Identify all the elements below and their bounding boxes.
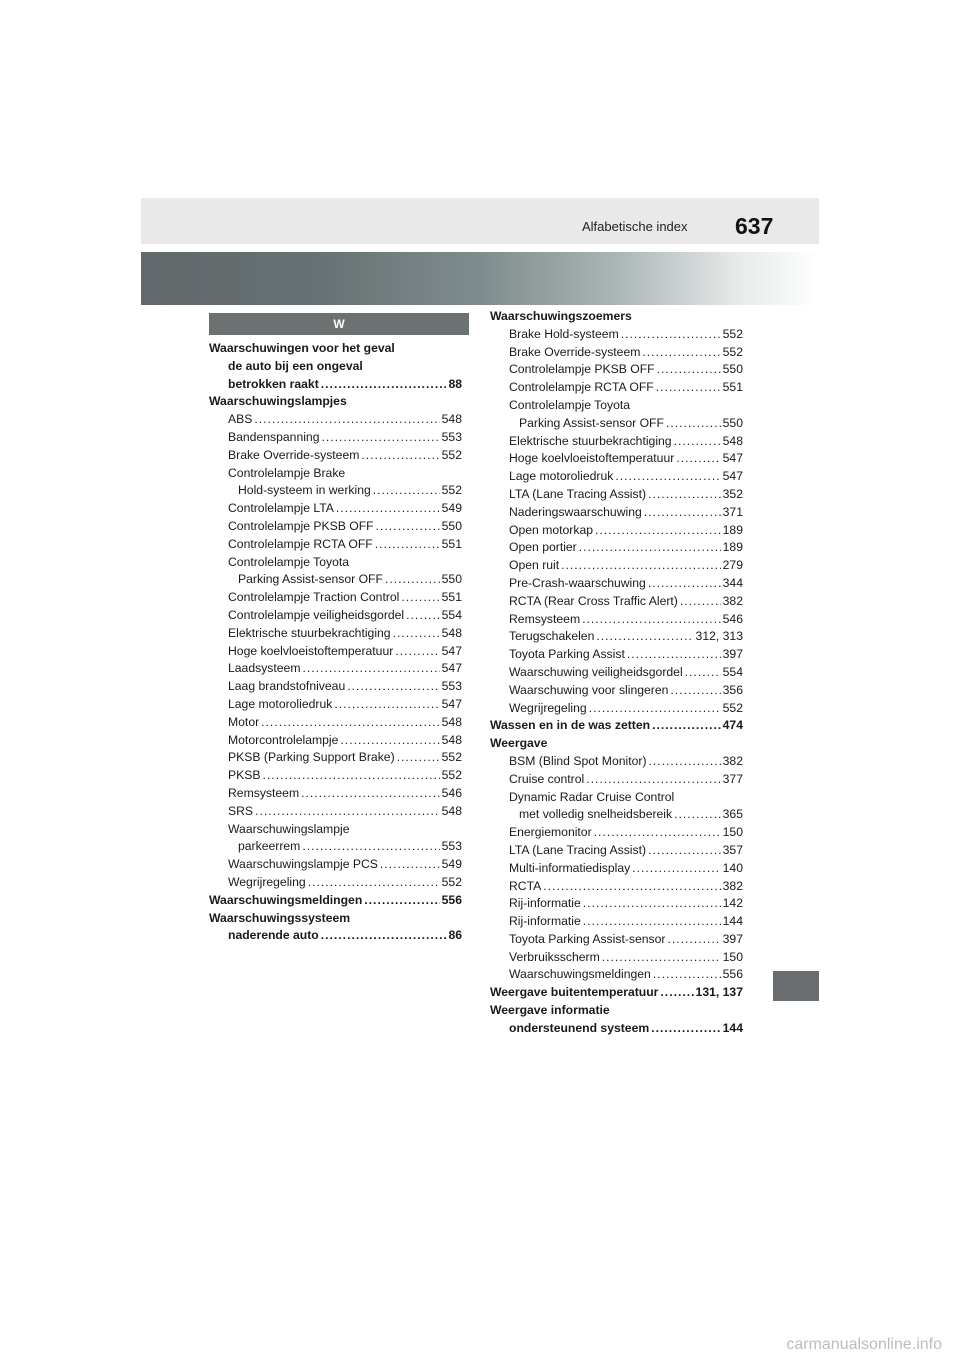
entry-label: Energiemonitor: [509, 825, 592, 840]
section-title: Alfabetische index: [582, 219, 688, 234]
entry-page: 86: [448, 928, 462, 943]
index-entry: [209, 447, 462, 465]
leader-dots: [380, 856, 440, 874]
index-entry: [490, 468, 743, 486]
entry-label: Brake Hold-systeem: [509, 326, 619, 341]
page-number: 637: [735, 213, 774, 239]
leader-dots: [652, 717, 721, 735]
header-band: [141, 198, 819, 244]
chapter-tab: [773, 971, 819, 1001]
entry-page: 474: [722, 718, 743, 733]
entry-label: Waarschuwing veiligheidsgordel: [509, 664, 683, 679]
entry-page: 549: [441, 857, 462, 872]
index-entry: [490, 931, 743, 949]
entry-page: 150: [722, 825, 743, 840]
leader-dots: [644, 504, 721, 522]
entry-page: 365: [722, 807, 743, 822]
leader-dots: [627, 646, 721, 664]
index-entry: [209, 518, 462, 536]
leader-dots: [667, 931, 720, 949]
leader-dots: [406, 607, 440, 625]
entry-page: 551: [441, 590, 462, 605]
leader-dots: [401, 589, 439, 607]
index-entry: [209, 376, 462, 394]
entry-label: PKSB (Parking Support Brake): [228, 750, 395, 765]
leader-dots: [334, 696, 439, 714]
index-entry: [490, 806, 743, 824]
entry-label: Hold-systeem in werking: [238, 483, 371, 498]
index-entry: [490, 628, 743, 646]
entry-label: Terugschakelen: [509, 629, 595, 644]
entry-label: Multi-informatiedisplay: [509, 860, 631, 875]
index-entry: [209, 838, 462, 856]
entry-label: Laag brandstofniveau: [228, 679, 346, 694]
entry-label: Wegrijregeling: [228, 874, 306, 889]
entry-label: Parking Assist-sensor OFF: [519, 415, 664, 430]
leader-dots: [657, 361, 721, 379]
entry-page: 554: [722, 664, 743, 679]
entry-page: 552: [441, 447, 462, 462]
leader-dots: [263, 767, 440, 785]
index-entry: [209, 874, 462, 892]
index-entry: [209, 660, 462, 678]
entry-page: 189: [722, 540, 743, 555]
entry-page: 556: [441, 892, 462, 907]
entry-page: 550: [722, 415, 743, 430]
entry-label: Cruise control: [509, 771, 585, 786]
index-entry: [490, 611, 743, 629]
leader-dots: [666, 415, 721, 433]
index-entry: [490, 486, 743, 504]
index-entry: [490, 361, 743, 379]
entry-label: Brake Override-systeem: [228, 447, 360, 462]
entry-page: 382: [722, 593, 743, 608]
index-entry: [490, 771, 743, 789]
leader-dots: [373, 482, 440, 500]
entry-page: 552: [441, 750, 462, 765]
entry-label: Controlelampje veiligheidsgordel: [228, 607, 405, 622]
leader-dots: [583, 895, 721, 913]
entry-page: 546: [722, 611, 743, 626]
index-entry: [209, 696, 462, 714]
entry-page: 344: [722, 575, 743, 590]
leader-dots: [653, 966, 721, 984]
index-entry: [490, 433, 743, 451]
index-entry: [490, 753, 743, 771]
entry-page: 312, 313: [695, 629, 743, 644]
index-entry: [490, 984, 743, 1002]
entry-page: 552: [722, 326, 743, 341]
leader-dots: [680, 593, 721, 611]
entry-label: Toyota Parking Assist: [509, 647, 625, 662]
entry-label: Lage motoroliedruk: [228, 696, 333, 711]
index-entry: [490, 593, 743, 611]
entry-page: 547: [441, 643, 462, 658]
index-entry: [490, 539, 743, 557]
entry-page: 356: [722, 682, 743, 697]
leader-dots: [648, 842, 721, 860]
entry-label: LTA (Lane Tracing Assist): [509, 486, 647, 501]
entry-label: Rij-informatie: [509, 896, 581, 911]
entry-page: 552: [722, 700, 743, 715]
leader-dots: [543, 878, 720, 896]
entry-label: Controlelampje PKSB OFF: [509, 362, 655, 377]
index-entry: [209, 589, 462, 607]
leader-dots: [583, 913, 721, 931]
index-heading-line: Controlelampje Brake: [228, 465, 346, 480]
entry-label: Motorcontrolelampje: [228, 732, 339, 747]
entry-page: 548: [441, 412, 462, 427]
entry-label: Waarschuwing voor slingeren: [509, 682, 669, 697]
entry-label: Laadsysteem: [228, 661, 301, 676]
index-heading-line: Dynamic Radar Cruise Control: [509, 789, 675, 804]
entry-label: Remsysteem: [509, 611, 581, 626]
entry-label: RCTA (Rear Cross Traffic Alert): [509, 593, 678, 608]
leader-dots: [321, 927, 447, 945]
index-entry: [490, 415, 743, 433]
index-entry: [490, 878, 743, 896]
index-entry: [209, 892, 462, 910]
index-entry: [490, 522, 743, 540]
leader-dots: [321, 376, 447, 394]
index-entry: [490, 842, 743, 860]
leader-dots: [651, 1020, 720, 1038]
index-entry: [490, 860, 743, 878]
leader-dots: [621, 326, 721, 344]
leader-dots: [561, 557, 721, 575]
leader-dots: [674, 433, 721, 451]
index-entry: [490, 379, 743, 397]
entry-page: 546: [441, 785, 462, 800]
index-heading-line: Controlelampje Toyota: [228, 554, 350, 569]
index-heading-line: Waarschuwingszoemers: [490, 309, 632, 323]
leader-dots: [656, 379, 721, 397]
entry-page: 552: [441, 483, 462, 498]
index-entry: [209, 749, 462, 767]
entry-page: 548: [722, 433, 743, 448]
entry-page: 553: [441, 839, 462, 854]
entry-label: Hoge koelvloeistoftemperatuur: [509, 451, 675, 466]
leader-dots: [648, 486, 721, 504]
entry-label: met volledig snelheidsbereik: [519, 807, 673, 822]
index-entry: [490, 504, 743, 522]
entry-page: 548: [441, 803, 462, 818]
entry-label: naderende auto: [228, 928, 319, 943]
entry-label: Open ruit: [509, 558, 560, 573]
entry-label: Pre-Crash-waarschuwing: [509, 575, 646, 590]
index-heading-line: Waarschuwingslampjes: [209, 394, 347, 409]
entry-label: Weergave buitentemperatuur: [490, 985, 659, 1000]
index-entry: [490, 575, 743, 593]
index-heading-line: Weergave informatie: [490, 1003, 610, 1018]
index-heading-line: de auto bij een ongeval: [228, 358, 363, 373]
index-entry: [209, 536, 462, 554]
entry-label: Elektrische stuurbekrachtiging: [228, 625, 391, 640]
leader-dots: [602, 949, 721, 967]
entry-page: 548: [441, 625, 462, 640]
entry-label: Elektrische stuurbekrachtiging: [509, 433, 672, 448]
entry-page: 550: [441, 572, 462, 587]
leader-dots: [336, 500, 440, 518]
leader-dots: [303, 660, 440, 678]
entry-label: Brake Override-systeem: [509, 344, 641, 359]
leader-dots: [397, 749, 440, 767]
entry-label: Waarschuwingsmeldingen: [209, 892, 363, 907]
entry-page: 547: [722, 469, 743, 484]
index-entry: [490, 664, 743, 682]
entry-page: 142: [722, 896, 743, 911]
letter-heading: W: [209, 313, 469, 335]
entry-page: 547: [441, 696, 462, 711]
entry-label: Controlelampje LTA: [228, 501, 334, 516]
entry-label: Waarschuwingsmeldingen: [509, 967, 651, 982]
entry-page: 547: [722, 451, 743, 466]
entry-label: Motor: [228, 714, 260, 729]
index-entry: [209, 482, 462, 500]
index-column-left: [209, 340, 462, 945]
leader-dots: [589, 700, 721, 718]
entry-page: 352: [722, 486, 743, 501]
entry-page: 382: [722, 753, 743, 768]
watermark: carmanualsonline.info: [786, 1336, 942, 1353]
leader-dots: [582, 611, 721, 629]
entry-label: Hoge koelvloeistoftemperatuur: [228, 643, 394, 658]
entry-page: 550: [722, 362, 743, 377]
entry-page: 552: [441, 768, 462, 783]
entry-label: Controlelampje RCTA OFF: [509, 380, 654, 395]
entry-page: 189: [722, 522, 743, 537]
index-heading-line: Waarschuwingslampje: [228, 821, 350, 836]
entry-page: 556: [722, 967, 743, 982]
entry-page: 357: [722, 842, 743, 857]
leader-dots: [579, 539, 721, 557]
entry-page: 553: [441, 429, 462, 444]
index-entry: [490, 557, 743, 575]
index-entry: [490, 700, 743, 718]
index-entry: [490, 326, 743, 344]
entry-page: 548: [441, 732, 462, 747]
entry-page: 548: [441, 714, 462, 729]
entry-label: ondersteunend systeem: [509, 1020, 650, 1035]
index-heading-line: Waarschuwingen voor het geval: [209, 341, 395, 355]
entry-label: ABS: [228, 412, 253, 427]
index-heading-line: Weergave: [490, 736, 548, 751]
entry-page: 551: [441, 536, 462, 551]
entry-page: 371: [722, 504, 743, 519]
index-entry: [209, 856, 462, 874]
leader-dots: [385, 571, 440, 589]
index-entry: [490, 1020, 743, 1038]
leader-dots: [660, 984, 693, 1002]
entry-label: Controlelampje RCTA OFF: [228, 536, 373, 551]
leader-dots: [595, 522, 721, 540]
entry-label: Naderingswaarschuwing: [509, 504, 642, 519]
entry-label: Parking Assist-sensor OFF: [238, 572, 383, 587]
entry-page: 144: [722, 914, 743, 929]
entry-page: 397: [722, 647, 743, 662]
entry-label: Lage motoroliedruk: [509, 469, 614, 484]
entry-page: 551: [722, 380, 743, 395]
entry-page: 382: [722, 878, 743, 893]
entry-label: Waarschuwingslampje PCS: [228, 857, 378, 872]
entry-page: 550: [441, 518, 462, 533]
entry-label: Controlelampje PKSB OFF: [228, 518, 374, 533]
index-entry: [209, 803, 462, 821]
index-entry: [209, 732, 462, 750]
entry-page: 144: [722, 1020, 743, 1035]
entry-label: SRS: [228, 803, 254, 818]
entry-page: 150: [722, 949, 743, 964]
index-entry: [490, 717, 743, 735]
index-entry: [490, 895, 743, 913]
entry-label: Wassen en in de was zetten: [490, 718, 651, 733]
index-entry: [209, 571, 462, 589]
leader-dots: [347, 678, 439, 696]
entry-page: 377: [722, 771, 743, 786]
index-entry: [209, 785, 462, 803]
entry-label: RCTA: [509, 878, 542, 893]
leader-dots: [376, 518, 440, 536]
leader-dots: [685, 664, 721, 682]
index-entry: [490, 450, 743, 468]
entry-page: 552: [722, 344, 743, 359]
leader-dots: [649, 753, 721, 771]
entry-page: 279: [722, 558, 743, 573]
leader-dots: [364, 892, 439, 910]
leader-dots: [596, 628, 693, 646]
entry-label: LTA (Lane Tracing Assist): [509, 842, 647, 857]
leader-dots: [615, 468, 720, 486]
leader-dots: [322, 429, 440, 447]
entry-label: Remsysteem: [228, 785, 300, 800]
index-entry: [209, 429, 462, 447]
leader-dots: [395, 643, 439, 661]
gradient-banner: [141, 252, 819, 305]
entry-label: Toyota Parking Assist-sensor: [509, 931, 666, 946]
index-entry: [490, 824, 743, 842]
index-entry: [209, 643, 462, 661]
index-entry: [490, 682, 743, 700]
entry-page: 554: [441, 607, 462, 622]
index-entry: [490, 966, 743, 984]
index-entry: [209, 767, 462, 785]
entry-label: parkeerrem: [238, 839, 301, 854]
leader-dots: [302, 838, 439, 856]
entry-page: 553: [441, 679, 462, 694]
entry-label: Rij-informatie: [509, 914, 581, 929]
entry-page: 397: [722, 931, 743, 946]
leader-dots: [361, 447, 439, 465]
leader-dots: [340, 732, 439, 750]
index-heading-line: Controlelampje Toyota: [509, 397, 631, 412]
entry-label: betrokken raakt: [228, 376, 319, 391]
leader-dots: [632, 860, 720, 878]
index-entry: [209, 607, 462, 625]
leader-dots: [648, 575, 721, 593]
leader-dots: [670, 682, 720, 700]
entry-page: 131, 137: [695, 985, 743, 1000]
entry-label: Bandenspanning: [228, 429, 320, 444]
leader-dots: [308, 874, 440, 892]
leader-dots: [676, 450, 720, 468]
entry-page: 140: [722, 860, 743, 875]
index-column-right: [490, 308, 743, 1038]
index-entry: [490, 913, 743, 931]
index-entry: [209, 714, 462, 732]
entry-label: PKSB: [228, 768, 261, 783]
entry-page: 88: [448, 376, 462, 391]
index-heading-line: Waarschuwingssysteem: [209, 910, 351, 925]
entry-label: BSM (Blind Spot Monitor): [509, 753, 647, 768]
entry-page: 552: [441, 874, 462, 889]
index-entry: [209, 625, 462, 643]
entry-page: 547: [441, 661, 462, 676]
entry-label: Open motorkap: [509, 522, 594, 537]
entry-label: Verbruiksscherm: [509, 949, 600, 964]
index-entry: [490, 646, 743, 664]
entry-label: Open portier: [509, 540, 577, 555]
leader-dots: [586, 771, 720, 789]
index-entry: [490, 344, 743, 362]
index-entry: [209, 500, 462, 518]
index-entry: [209, 678, 462, 696]
entry-label: Controlelampje Traction Control: [228, 590, 400, 605]
leader-dots: [301, 785, 440, 803]
leader-dots: [594, 824, 721, 842]
index-entry: [209, 927, 462, 945]
leader-dots: [255, 803, 440, 821]
leader-dots: [261, 714, 440, 732]
index-entry: [209, 411, 462, 429]
leader-dots: [393, 625, 440, 643]
leader-dots: [674, 806, 721, 824]
index-entry: [490, 949, 743, 967]
leader-dots: [254, 411, 439, 429]
entry-label: Wegrijregeling: [509, 700, 587, 715]
leader-dots: [642, 344, 720, 362]
leader-dots: [375, 536, 440, 554]
entry-page: 549: [441, 501, 462, 516]
